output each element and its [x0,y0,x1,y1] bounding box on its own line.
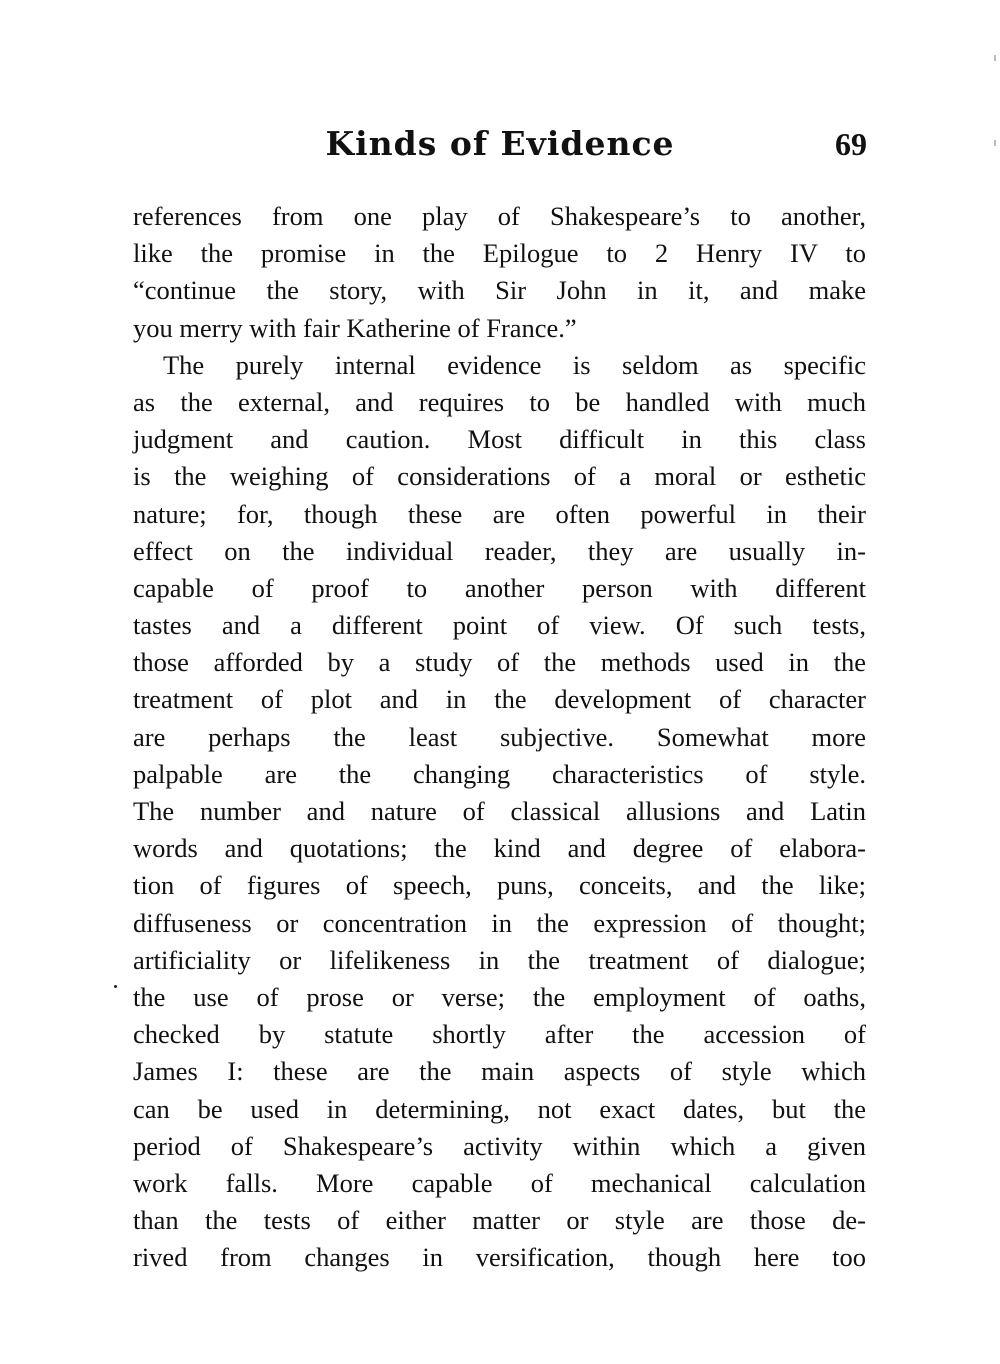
text-line: diffuseness or concentration in the expression of thought; [133,907,866,938]
text-line: like the promise in the Epilogue to 2 Henry IV to [133,238,866,269]
text-line: artificiality or lifelikeness in the treatment of dialogue; [133,944,866,975]
text-line: work falls. More capable of mechanical calculation [133,1167,866,1198]
text-line: judgment and caution. Most difficult in this class [133,424,866,455]
text-line: tastes and a different point of view. Of such tests, [133,610,866,641]
page-number: 69 [835,126,867,162]
text-line: effect on the individual reader, they are usually in- [133,535,866,566]
text-line: than the tests of either matter or style are those de- [133,1205,866,1236]
text-line: The purely internal evidence is seldom as specific [163,349,866,380]
edge-mark [994,140,996,146]
page-header [133,122,867,166]
text-line: treatment of plot and in the development of character [133,684,866,715]
text-line: rived from changes in versification, though here too [133,1242,866,1273]
text-line: checked by statute shortly after the accession of [133,1019,866,1050]
text-line: “continue the story, with Sir John in it, and make [133,275,866,306]
text-line: The number and nature of classical allusions and Latin [133,796,866,826]
running-head: Kinds of Evidence [325,124,675,163]
text-line: can be used in determining, not exact dates, but the [133,1093,866,1124]
text-line: nature; for, though these are often powerful in their [133,498,866,529]
text-line: tion of figures of speech, puns, conceits, and the like; [133,870,866,901]
text-line: as the external, and requires to be handled with much [133,386,866,417]
text-line: palpable are the changing characteristics of style. [133,758,866,789]
edge-mark [994,55,996,61]
text-line: references from one play of Shakespeare’s to another, [133,201,866,231]
text-line: capable of proof to another person with different [133,572,866,603]
text-line: are perhaps the least subjective. Somewhat more [133,721,866,752]
text-line: period of Shakespeare’s activity within which a given [133,1130,866,1161]
body-text [133,198,866,1276]
text-line: the use of prose or verse; the employment of oaths, [133,981,866,1012]
stray-mark [114,985,117,988]
text-line: you merry with fair Katherine of France.” [133,312,577,343]
text-line: James I: these are the main aspects of style which [133,1056,866,1087]
text-line: those afforded by a study of the methods used in the [133,647,866,678]
text-line: words and quotations; the kind and degree of elabora- [133,833,866,864]
text-line: is the weighing of considerations of a moral or esthetic [133,461,866,492]
